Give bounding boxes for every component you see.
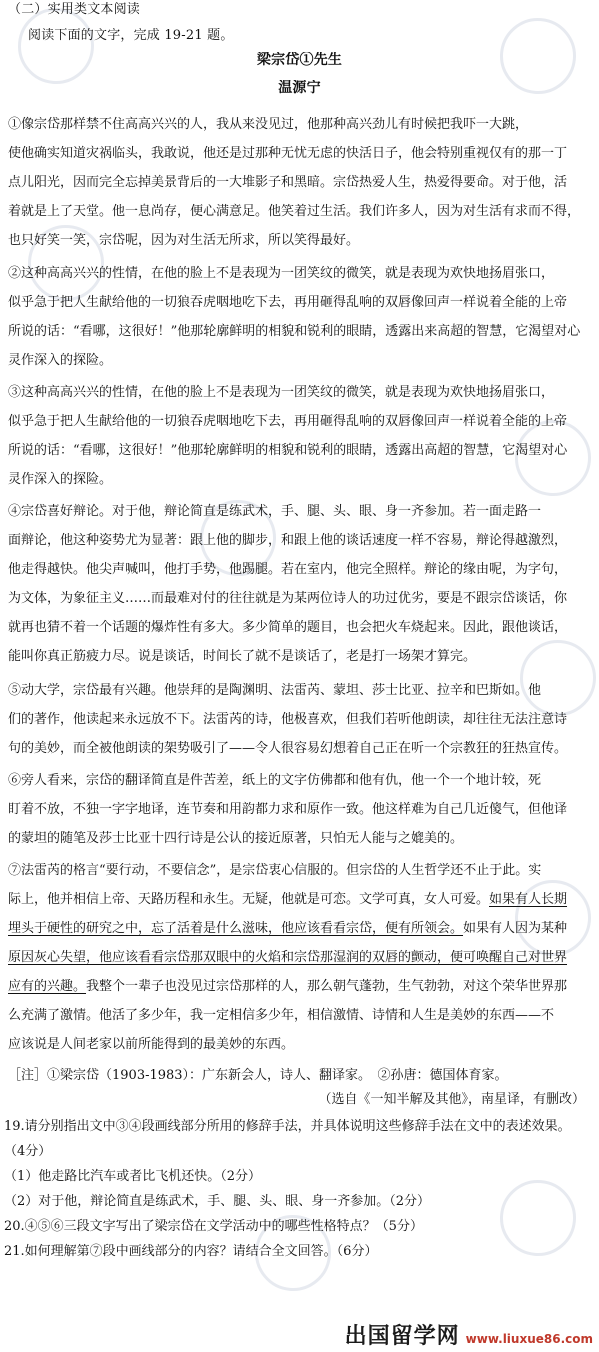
paragraph-line: 点儿阳光，因而完全忘掉美景背后的一大堆影子和黑暗。宗岱热爱人生，热爱得要命。对于他，活: [8, 175, 568, 190]
paragraph-6: [8, 766, 593, 853]
paragraph-line: [8, 914, 593, 943]
paragraph-line: [8, 885, 593, 914]
line-text: 么充满了激情。他活了多少年，我一定相信多少年，相信激情、诗情和人生是美妙的东西——不: [8, 1008, 555, 1023]
line-text: 如果有人因为某种: [463, 921, 568, 936]
paragraph-3: [8, 378, 593, 494]
line-text: 我整个一辈子也没见过宗岱那样的人，那么朝气蓬勃，生气勃勃，对这个荣华世界那: [86, 979, 568, 994]
footnotes: [8, 1064, 593, 1112]
logo-name: 出国留学网: [344, 1324, 460, 1349]
paragraph-line: [8, 943, 593, 972]
paragraph-line: 所说的话：“看哪，这很好！”他那轮廓鲜明的相貌和锐利的眼睛，透露出高超的智慧，它渴望对心: [8, 443, 568, 458]
logo-url: www.liuxue86.com: [465, 1332, 593, 1346]
paragraph-line: 盯着不放，不独一字字地译，连节奏和用韵都力求和原作一致。他这样难为自己几近傻气，但他译: [8, 802, 568, 817]
paragraph-line: 为文体，为象征主义……而最难对付的往往就是为某两位诗人的功过优劣，要是不跟宗岱谈话，你: [8, 591, 568, 606]
paragraph-line: ⑤动大学，宗岱最有兴趣。他崇拜的是陶渊明、法雷芮、蒙坦、莎士比亚、拉辛和巴斯如。他: [8, 683, 542, 698]
site-logo: [345, 1319, 593, 1350]
line-text: 际上，他并相信上帝、天路历程和永生。无疑，他就是可恋。文学可真，女人可爱。: [8, 892, 490, 907]
paragraph-line: 着就是上了天堂。他一息尚存，便心满意足。他笑着过生活。我们许多人，因为对生活有求而不得，: [8, 204, 581, 219]
paragraph-line: ⑥旁人看来，宗岱的翻译简直是件苦差，纸上的文字仿佛都和他有仇，他一个一个地计较，死: [8, 773, 542, 788]
paragraph-line: 灵作深入的探险。: [8, 353, 113, 368]
underlined-text: 应有的兴趣。: [8, 979, 87, 994]
paragraph-line: 们的著作，他读起来永远放不下。法雷芮的诗，他极喜欢，但我们若听他朗读，却往往无法注意诗: [8, 712, 568, 727]
paragraph-line: 似乎急于把人生献给他的一切狼吞虎咽地吃下去，再用砸得乱响的双唇像回声一样说着全能的上帝: [8, 295, 568, 310]
question-line: （1）他走路比汽车或者比飞机还快。（2分）: [4, 1169, 262, 1184]
source-citation: （选自《一知半解及其他》，南星译，有删改）: [318, 1092, 585, 1107]
footnote-line: ［注］①梁宗岱（1903-1983）：广东新会人，诗人、翻译家。 ②孙唐：德国体育家。: [8, 1068, 508, 1083]
paragraph-line: ④宗岱喜好辩论。对于他，辩论简直是练武术，手、腿、头、眼、身一齐参加。若一面走路一: [8, 504, 542, 519]
paragraph-line: 的蒙坦的随笔及莎士比亚十四行诗是公认的接近原著，只怕无人能与之媲美的。: [8, 831, 464, 846]
paragraph-2: [8, 259, 593, 375]
paragraph-1: [8, 110, 593, 255]
instruction-text: 阅读下面的文字，完成 19-21 题。: [28, 28, 234, 43]
question-line: （2）对于他，辩论简直是练武术，手、腿、头、眼、身一齐参加。（2分）: [4, 1194, 431, 1209]
paragraph-line: [8, 972, 593, 1001]
question-line: （4分）: [4, 1144, 52, 1159]
paragraph-line: 他走得越快。他尖声喊叫，他打手势，他踢腿。若在室内，他完全照样。辩论的缘由呢，为字句，: [8, 562, 568, 577]
paragraph-line: 使他确实知道灾祸临头，我敢说，他还是过那种无忧无虑的快活日子，他会特别重视仅有的那一丁: [8, 146, 568, 161]
paragraph-5: [8, 676, 593, 763]
question-line: 20.④⑤⑥三段文字写出了梁宗岱在文学活动中的哪些性格特点？（5分）: [4, 1219, 423, 1234]
underlined-text: 埋头于硬性的研究之中，忘了活着是什么滋味，他应该看看宗岱，便有所领会。: [8, 921, 464, 936]
line-text: 应该说是人间老家以前所能得到的最美妙的东西。: [8, 1037, 295, 1052]
paragraph-line: ②这种高高兴兴的性情，在他的脸上不是表现为一团笑纹的微笑，就是表现为欢快地扬眉张口，: [8, 266, 555, 281]
question-line: 19.请分别指出文中③④段画线部分所用的修辞手法，并具体说明这些修辞手法在文中的表述效果。: [4, 1119, 571, 1134]
paragraph-line: 能叫你真正筋疲力尽。说是谈话，时间长了就不是谈话了，老是打一场架才算完。: [8, 649, 477, 664]
paragraph-line: ①像宗岱那样禁不住高高兴兴的人，我从来没见过，他那种高兴劲儿有时候把我吓一大跳，: [8, 117, 529, 132]
paragraph-line: [8, 856, 593, 885]
questions: [4, 1114, 594, 1264]
paragraph-line: 所说的话：“看哪，这很好！”他那轮廓鲜明的相貌和锐利的眼睛，透露出来高超的智慧，它渴望对心: [8, 324, 581, 339]
article-title: 梁宗岱①先生: [256, 52, 343, 68]
paragraph-line: 灵作深入的探险。: [8, 472, 113, 487]
article-author: 温源宁: [278, 80, 321, 96]
paragraph-line: 面辩论，他这种姿势尤为显著：跟上他的脚步，和跟上他的谈话速度一样不容易，辩论得越激烈，: [8, 533, 568, 548]
line-text: ⑦法雷芮的格言“要行动，不要信念”，是宗岱衷心信服的。但宗岱的人生哲学还不止于此。实: [8, 863, 542, 878]
paragraph-4: [8, 497, 593, 671]
question-line: 21.如何理解第⑦段中画线部分的内容？请结合全文回答。（6分）: [4, 1244, 378, 1259]
underlined-text: 如果有人长期: [489, 892, 568, 907]
paragraph-line: 也只好笑一笑，宗岱呢，因为对生活无所求，所以笑得最好。: [8, 233, 360, 248]
paragraph-line: [8, 1001, 593, 1030]
paragraph-line: 似乎急于把人生献给他的一切狼吞虎咽地吃下去，再用砸得乱响的双唇像回声一样说着全能的上帝: [8, 414, 568, 429]
paragraph-7: [8, 856, 593, 1059]
paragraph-line: ③这种高高兴兴的性情，在他的脸上不是表现为一团笑纹的微笑，就是表现为欢快地扬眉张口，: [8, 385, 555, 400]
section-heading: （二）实用类文本阅读: [8, 2, 141, 17]
paragraph-line: 就再也猜不着一个话题的爆炸性有多大。多少简单的题目，也会把火车烧起来。因此，跟他谈话，: [8, 620, 568, 635]
paragraph-line: [8, 1030, 593, 1059]
underlined-text: 原因灰心失望，他应该看看宗岱那双眼中的火焰和宗岱那湿润的双唇的颤动，便可唤醒自己对世界: [8, 950, 568, 965]
paragraph-line: 句的美妙，而全被他朗读的架势吸引了——令人很容易幻想着自己正在听一个宗教狂的狂热宣传。: [8, 741, 568, 756]
